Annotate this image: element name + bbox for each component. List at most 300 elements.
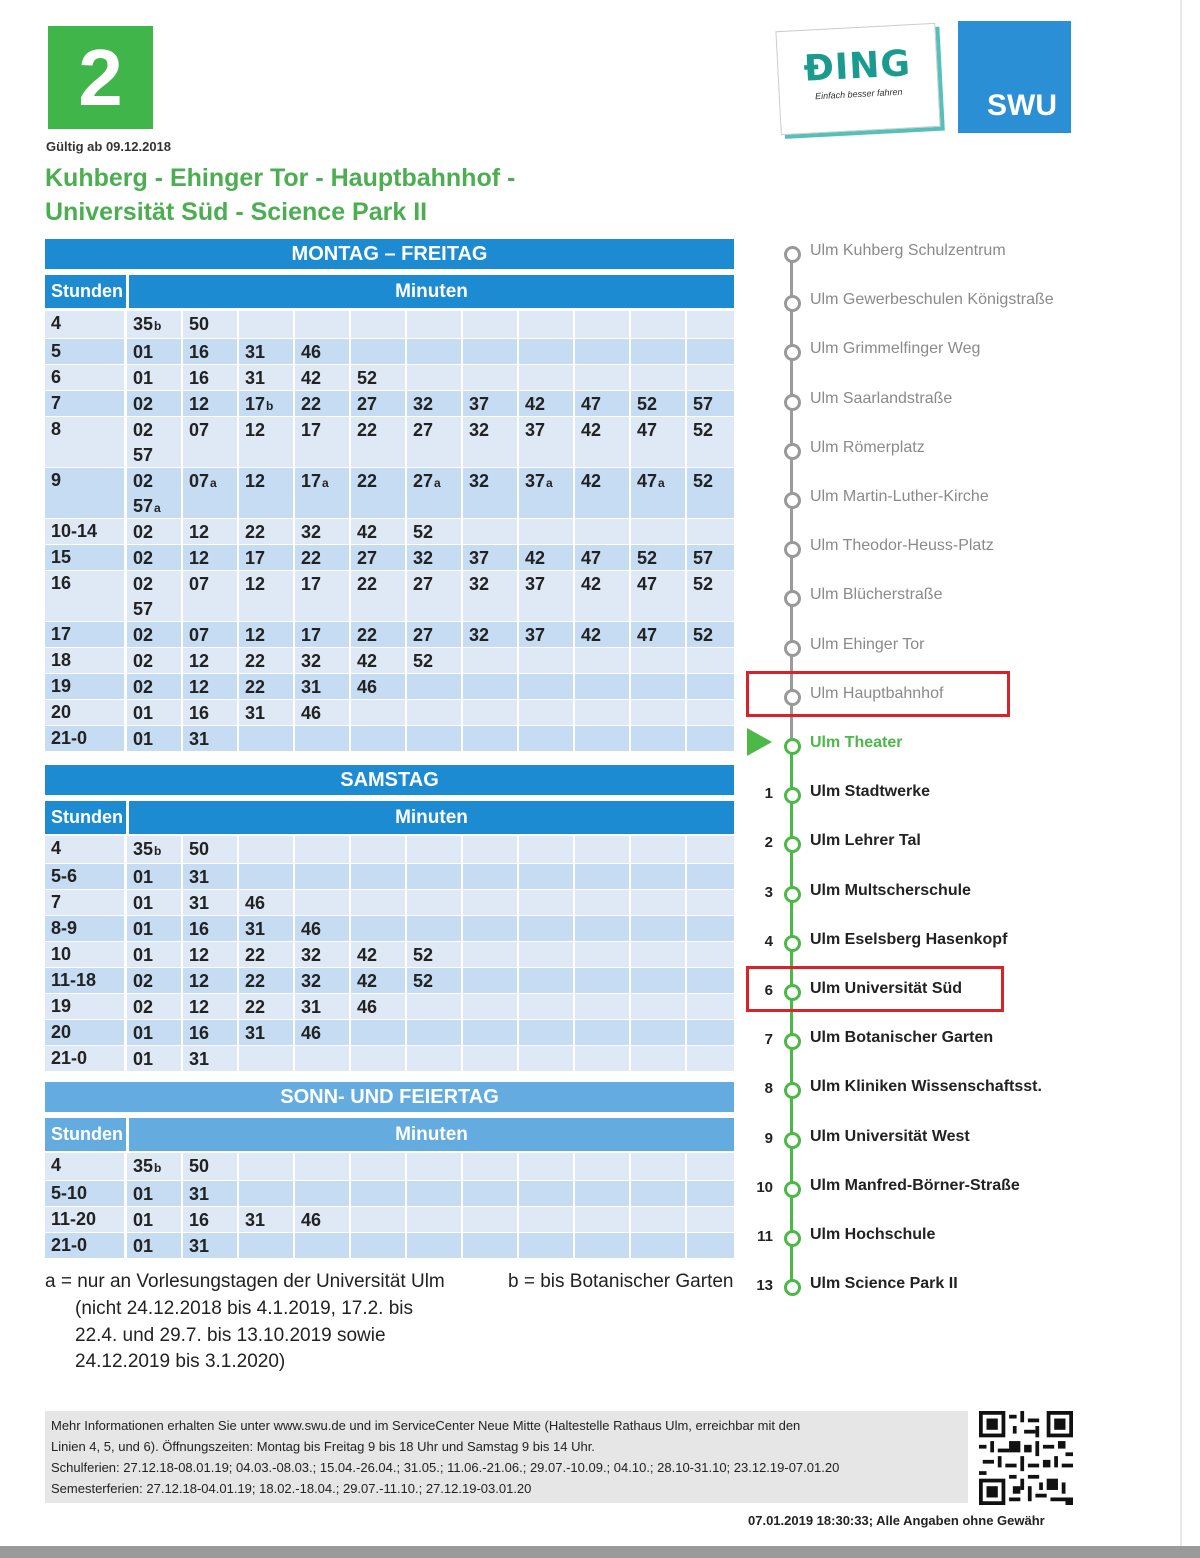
hour-cell: 18 [45,648,124,673]
minute-value: 37 [469,548,490,568]
route-stop [748,732,1168,762]
minute-value: 35b [133,314,162,334]
stop-name: Ulm Theater [810,734,903,751]
stop-circle-icon [784,1132,801,1149]
route-stop [748,781,1168,811]
hour-cell: 20 [45,1020,124,1045]
stop-circle-icon [784,541,801,558]
route-title-line2: Universität Süd - Science Park II [45,198,428,226]
stop-circle-icon [784,1181,801,1198]
header-stunden: Stunden [45,275,126,308]
stop-minute-offset: 2 [764,834,773,851]
minute-value: 17b [245,394,274,414]
sunday-table [45,1153,734,1259]
hour-cell: 10 [45,942,124,967]
minute-value: 02 [133,651,154,671]
minute-value: 47 [637,420,658,440]
ding-logo-text: ĐING [802,43,912,90]
minute-value: 01 [133,1049,154,1069]
hour-cell: 15 [45,545,124,570]
hour-cell: 17 [45,622,124,647]
route-stop [748,486,1168,516]
route-stop [748,1224,1168,1254]
hour-cell: 21-0 [45,1046,124,1071]
stop-name: Ulm Kuhberg Schulzentrum [810,242,1006,259]
minute-value: 17 [301,574,322,594]
timetable-row [45,1207,734,1233]
minute-value: 27 [413,420,434,440]
stop-name: Ulm Hauptbahnhof [810,685,944,702]
minute-value: 02 [133,471,154,491]
weekday-table [45,311,734,752]
header-minuten: Minuten [129,801,734,834]
route-stop [748,1273,1168,1303]
minutes-cell [127,700,734,725]
minute-value: 02 [133,420,154,440]
timetable-row [45,864,734,890]
timetable-row [45,468,734,519]
minutes-cell [127,545,734,570]
route-stop [748,1175,1168,1205]
timetable-row [45,1233,734,1259]
minute-value: 22 [245,651,266,671]
minute-value: 52 [413,945,434,965]
minute-value: 16 [189,342,210,362]
minute-value: 22 [245,522,266,542]
minute-value: 46 [301,1023,322,1043]
minute-value: 31 [245,919,266,939]
stop-name: Ulm Blücherstraße [810,586,943,603]
ding-slogan: Einfach besser fahren [814,86,903,102]
minute-value: 46 [245,893,266,913]
minutes-cell [127,1020,734,1045]
stop-circle-icon [784,443,801,460]
minute-value: 27 [413,574,434,594]
ding-logo [775,23,940,135]
hour-cell: 8 [45,417,124,467]
stop-circle-icon [784,246,801,263]
stop-circle-icon [784,590,801,607]
route-stop [748,880,1168,910]
stop-name: Ulm Universität West [810,1128,970,1145]
minutes-cell [127,1233,734,1258]
info-box [45,1411,968,1503]
minutes-cell [127,968,734,993]
minute-value: 57 [133,599,154,619]
minutes-cell [127,726,734,751]
minute-value: 16 [189,1023,210,1043]
minute-value: 12 [189,971,210,991]
minute-value: 42 [581,420,602,440]
hour-cell: 5-6 [45,864,124,889]
minute-value: 31 [301,997,322,1017]
minute-value: 47 [637,625,658,645]
hour-cell: 7 [45,890,124,915]
stop-circle-icon [784,787,801,804]
minute-value: 02 [133,625,154,645]
minute-value: 01 [133,893,154,913]
route-stop [748,1027,1168,1057]
minute-value: 31 [189,729,210,749]
minute-value: 50 [189,314,210,334]
minute-value: 02 [133,971,154,991]
timetable-row [45,417,734,468]
minute-value: 57a [133,496,161,516]
minutes-cell [127,1181,734,1206]
weekday-table-header [45,275,734,308]
minute-value: 16 [189,368,210,388]
minutes-cell [127,916,734,941]
minute-value: 02 [133,394,154,414]
stop-name: Ulm Martin-Luther-Kirche [810,488,989,505]
stop-name: Ulm Stadtwerke [810,783,931,800]
hour-cell: 7 [45,391,124,416]
minute-value: 31 [189,1049,210,1069]
timetable-row [45,648,734,674]
minute-value: 01 [133,945,154,965]
minute-value: 50 [189,839,210,859]
stop-name: Ulm Multscherschule [810,882,971,899]
minute-value: 22 [357,471,378,491]
minute-value: 12 [189,651,210,671]
minute-value: 52 [637,394,658,414]
minutes-cell [127,994,734,1019]
minutes-cell [127,1046,734,1071]
minute-value: 01 [133,1023,154,1043]
minute-value: 47 [581,394,602,414]
swu-logo-text: SWU [987,89,1057,122]
minute-value: 47 [581,548,602,568]
stop-circle-icon [784,344,801,361]
section-title-saturday: SAMSTAG [45,765,734,795]
minute-value: 37 [525,420,546,440]
minute-value: 16 [189,703,210,723]
minute-value: 27 [413,625,434,645]
minute-value: 42 [525,394,546,414]
minute-value: 31 [189,1236,210,1256]
stop-name: Ulm Kliniken Wissenschaftsst. [810,1078,1042,1095]
stop-minute-offset: 13 [756,1277,773,1294]
route-stop [748,1126,1168,1156]
minute-value: 47 [637,574,658,594]
line-number-badge: 2 [48,26,153,129]
hour-cell: 21-0 [45,726,124,751]
stop-name: Ulm Science Park II [810,1275,958,1292]
minute-value: 16 [189,919,210,939]
stop-circle-icon [784,492,801,509]
hour-cell: 11-18 [45,968,124,993]
stop-name: Ulm Universität Süd [810,980,963,997]
minute-value: 32 [301,651,322,671]
timetable-row [45,968,734,994]
header-stunden: Stunden [45,801,126,834]
route-stop [748,240,1168,270]
minute-value: 12 [189,522,210,542]
stop-minute-offset: 3 [764,884,773,901]
minute-value: 52 [693,471,714,491]
minute-value: 32 [301,945,322,965]
route-stop [748,388,1168,418]
stop-minute-offset: 4 [764,933,773,950]
hour-cell: 5 [45,339,124,364]
minute-value: 52 [357,368,378,388]
route-stop [748,437,1168,467]
timetable-row [45,674,734,700]
note-a-line2: (nicht 24.12.2018 bis 4.1.2019, 17.2. bis [75,1298,414,1319]
stop-name: Ulm Grimmelfinger Weg [810,340,981,357]
minute-value: 42 [357,945,378,965]
stop-circle-icon [784,738,801,755]
minute-value: 17a [301,471,329,491]
minute-value: 32 [413,394,434,414]
minutes-cell [127,864,734,889]
minute-value: 52 [413,651,434,671]
minute-value: 37 [525,574,546,594]
stop-minute-offset: 11 [757,1228,773,1245]
minute-value: 01 [133,729,154,749]
minute-value: 52 [693,420,714,440]
swu-logo [958,21,1071,133]
minute-value: 02 [133,522,154,542]
minute-value: 31 [245,368,266,388]
stop-minute-offset: 10 [756,1179,773,1196]
stop-name: Ulm Eselsberg Hasenkopf [810,931,1008,948]
minute-value: 07 [189,574,210,594]
hour-cell: 20 [45,700,124,725]
route-stop [748,929,1168,959]
header-minuten: Minuten [129,1118,734,1151]
info-line1: Mehr Informationen erhalten Sie unter www.swu.de und im ServiceCenter Neue Mitte (Haltestelle Rathaus Ulm, erreichbar mit den [51,1418,801,1433]
minute-value: 22 [301,394,322,414]
stop-highlight-box [746,966,1004,1012]
minutes-cell [127,674,734,699]
section-title-sunday: SONN- UND FEIERTAG [45,1082,734,1112]
timetable-row [45,622,734,648]
stop-name: Ulm Botanischer Garten [810,1029,994,1046]
section-title-weekday: MONTAG – FREITAG [45,239,734,269]
minute-value: 32 [469,471,490,491]
minute-value: 46 [301,703,322,723]
route-stop [748,338,1168,368]
minutes-cell [127,417,734,467]
minute-value: 22 [245,971,266,991]
minute-value: 27a [413,471,441,491]
note-a-line4: 24.12.2019 bis 3.1.2020) [75,1351,286,1372]
minute-value: 46 [301,342,322,362]
minute-value: 31 [189,867,210,887]
minutes-cell [127,519,734,544]
minute-value: 22 [357,574,378,594]
qr-code-icon [978,1411,1074,1505]
minute-value: 37 [525,625,546,645]
minute-value: 35b [133,839,162,859]
stop-minute-offset: 8 [764,1080,773,1097]
minute-value: 27 [357,548,378,568]
minute-value: 02 [133,574,154,594]
minute-value: 57 [693,394,714,414]
stop-minute-offset: 6 [764,982,773,999]
minutes-cell [127,339,734,364]
route-stop [748,584,1168,614]
route-stop [748,634,1168,664]
bottom-edge-bar [0,1546,1200,1558]
hour-cell: 16 [45,571,124,621]
minute-value: 12 [189,997,210,1017]
minute-value: 22 [357,625,378,645]
minute-value: 47a [637,471,665,491]
minute-value: 32 [469,574,490,594]
route-stop [748,1076,1168,1106]
stop-circle-icon [784,1279,801,1296]
minute-value: 07a [189,471,217,491]
minute-value: 52 [693,574,714,594]
minute-value: 32 [413,548,434,568]
stop-circle-icon [784,836,801,853]
stop-circle-icon [784,1230,801,1247]
minute-value: 42 [525,548,546,568]
minute-value: 17 [301,625,322,645]
minute-value: 12 [189,677,210,697]
sunday-table-header [45,1118,734,1151]
minute-value: 42 [581,625,602,645]
minute-value: 12 [189,548,210,568]
stop-name: Ulm Saarlandstraße [810,390,953,407]
minute-value: 01 [133,1184,154,1204]
stop-name: Ulm Lehrer Tal [810,832,921,849]
minutes-cell [127,942,734,967]
stop-circle-icon [784,1033,801,1050]
minute-value: 32 [469,420,490,440]
hour-cell: 9 [45,468,124,518]
info-line2: Linien 4, 5, und 6). Öffnungszeiten: Montag bis Freitag 9 bis 18 Uhr und Samstag 9 bis 14 Uhr. [51,1439,595,1454]
minute-value: 42 [357,651,378,671]
minutes-cell [127,836,734,863]
timetable-row [45,994,734,1020]
timetable-row [45,365,734,391]
minute-value: 27 [357,394,378,414]
note-a-line3: 22.4. und 29.7. bis 13.10.2019 sowie [75,1325,386,1346]
minute-value: 52 [637,548,658,568]
stop-name: Ulm Römerplatz [810,439,925,456]
hour-cell: 19 [45,994,124,1019]
timetable-row [45,916,734,942]
minute-value: 02 [133,548,154,568]
hour-cell: 10-14 [45,519,124,544]
timetable-row [45,391,734,417]
minute-value: 57 [693,548,714,568]
minutes-cell [127,571,734,621]
hour-cell: 19 [45,674,124,699]
saturday-table [45,836,734,1072]
minute-value: 52 [413,522,434,542]
minute-value: 07 [189,420,210,440]
minute-value: 12 [245,420,266,440]
minutes-cell [127,622,734,647]
timetable-row [45,890,734,916]
header-minuten: Minuten [129,275,734,308]
minute-value: 32 [301,971,322,991]
info-line3: Schulferien: 27.12.18-08.01.19; 04.03.-08.03.; 15.04.-26.04.; 31.05.; 11.06.-21.06.; 29.07.-10.09.; 04.10.; 28.10-31.10; 23.12.19-07.01.20 [51,1460,840,1475]
minute-value: 52 [693,625,714,645]
minute-value: 22 [357,420,378,440]
timetable-row [45,571,734,622]
timetable-row [45,700,734,726]
hour-cell: 8-9 [45,916,124,941]
minute-value: 17 [301,420,322,440]
minute-value: 22 [245,945,266,965]
minute-value: 22 [301,548,322,568]
minute-value: 42 [581,574,602,594]
minute-value: 42 [357,971,378,991]
minute-value: 31 [189,1184,210,1204]
printed-timestamp: 07.01.2019 18:30:33; Alle Angaben ohne Gewähr [748,1513,1045,1528]
timetable-row [45,339,734,365]
minute-value: 17 [245,548,266,568]
stop-name: Ulm Gewerbeschulen Königstraße [810,291,1054,308]
minute-value: 52 [413,971,434,991]
timetable-row [45,1153,734,1181]
minute-value: 31 [301,677,322,697]
stop-minute-offset: 7 [764,1031,773,1048]
minute-value: 12 [245,471,266,491]
header-stunden: Stunden [45,1118,126,1151]
minute-value: 16 [189,1210,210,1230]
route-stop [748,830,1168,860]
right-edge-divider [1180,0,1182,1546]
minute-value: 37a [525,471,553,491]
minutes-cell [127,365,734,390]
minute-value: 31 [245,342,266,362]
minute-value: 42 [357,522,378,542]
minutes-cell [127,468,734,518]
minutes-cell [127,391,734,416]
stop-circle-icon [784,394,801,411]
saturday-table-header [45,801,734,834]
timetable-row [45,726,734,752]
stop-name: Ulm Hochschule [810,1226,936,1243]
timetable-row [45,545,734,571]
stop-name: Ulm Manfred-Börner-Straße [810,1177,1020,1194]
minute-value: 12 [189,945,210,965]
minute-value: 46 [357,677,378,697]
minute-value: 46 [301,1210,322,1230]
minute-value: 42 [581,471,602,491]
minute-value: 46 [357,997,378,1017]
timetable-row [45,519,734,545]
minute-value: 02 [133,997,154,1017]
minutes-cell [127,1207,734,1232]
minutes-cell [127,1153,734,1180]
timetable-row [45,1181,734,1207]
minute-value: 57 [133,445,154,465]
minute-value: 12 [189,394,210,414]
minute-value: 32 [301,522,322,542]
stop-name: Ulm Ehinger Tor [810,636,925,653]
timetable-row [45,942,734,968]
minute-value: 01 [133,1236,154,1256]
stop-circle-icon [784,640,801,657]
hour-cell: 5-10 [45,1181,124,1206]
minute-value: 37 [469,394,490,414]
minute-value: 35b [133,1156,162,1176]
minute-value: 01 [133,1210,154,1230]
note-b: b = bis Botanischer Garten [508,1271,734,1292]
minute-value: 22 [245,997,266,1017]
stop-circle-icon [784,935,801,952]
minute-value: 07 [189,625,210,645]
stop-circle-icon [784,886,801,903]
valid-from: Gültig ab 09.12.2018 [46,139,172,154]
